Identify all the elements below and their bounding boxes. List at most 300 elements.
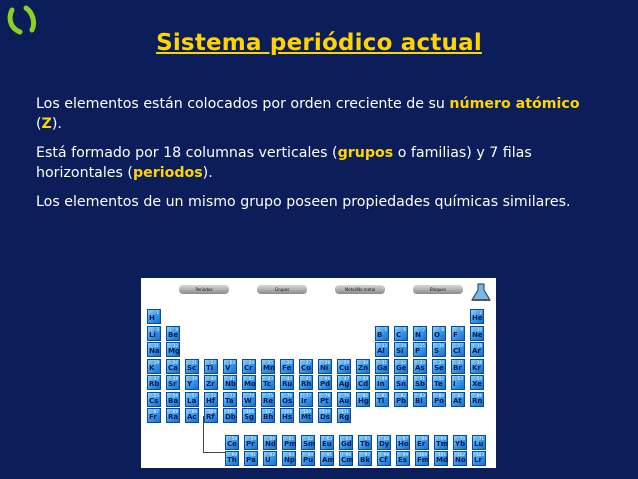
element-symbol: Li (149, 330, 156, 339)
atomic-number: 94 (307, 452, 313, 457)
element-sg[interactable] (242, 408, 256, 423)
element-zn[interactable] (356, 359, 370, 374)
element-db[interactable] (223, 408, 237, 423)
element-hf[interactable] (204, 392, 218, 407)
text: ( (36, 116, 42, 132)
atomic-number: 41 (229, 376, 235, 381)
element-symbol: In (377, 380, 385, 388)
element-symbol: Tc (263, 380, 271, 388)
element-o[interactable] (432, 326, 446, 341)
element-rf[interactable] (204, 408, 218, 423)
element-symbol: Po (434, 396, 444, 405)
element-symbol: Ne (472, 330, 483, 339)
highlight-z: Z (41, 116, 52, 132)
flask-icon (470, 282, 492, 302)
element-fm[interactable] (415, 451, 429, 466)
atomic-number: 36 (476, 359, 482, 365)
text: Los elementos están colocados por orden creciente de su (36, 96, 450, 112)
atomic-number: 27 (305, 359, 311, 365)
element-u[interactable] (263, 451, 277, 466)
element-ba[interactable] (166, 392, 180, 407)
atomic-number: 35 (457, 359, 463, 365)
text: Está formado por 18 columnas verticales ( (36, 145, 338, 161)
paragraph-3: Los elementos de un mismo grupo poseen propiedades químicas similares. (36, 194, 571, 210)
element-symbol: H (149, 314, 155, 322)
atomic-number: 100 (419, 452, 427, 457)
element-symbol: Ba (168, 396, 179, 405)
atomic-number: 85 (457, 392, 463, 398)
element-pb[interactable] (394, 392, 408, 407)
highlight-numero-atomico: número atómico (449, 96, 580, 112)
element-bh[interactable] (261, 408, 275, 423)
atomic-number: 50 (400, 376, 406, 381)
atomic-number: 13 (381, 343, 387, 348)
element-v[interactable] (223, 359, 237, 374)
element-ru[interactable] (280, 375, 294, 390)
element-symbol: Zn (358, 363, 369, 372)
element-f[interactable] (451, 326, 465, 341)
element-p[interactable] (413, 342, 427, 357)
element-symbol: Si (396, 347, 404, 355)
element-as[interactable] (413, 359, 427, 374)
atomic-number: 79 (343, 392, 349, 398)
element-symbol: Se (434, 363, 444, 372)
element-symbol: Ac (187, 413, 197, 421)
atomic-number: 1 (156, 310, 159, 315)
element-symbol: S (434, 347, 440, 355)
element-tm[interactable] (434, 435, 448, 450)
atomic-number: 11 (153, 343, 159, 348)
tab-metal-no-metal[interactable]: Metal/No metal (335, 285, 385, 294)
element-symbol: Ca (168, 363, 178, 372)
element-symbol: P (415, 347, 421, 355)
element-pr[interactable] (244, 435, 258, 450)
element-cu[interactable] (337, 359, 351, 374)
element-fe[interactable] (280, 359, 294, 374)
atomic-number: 3 (156, 326, 159, 332)
atomic-number: 73 (229, 392, 235, 398)
element-symbol: Nb (225, 380, 236, 388)
atomic-number: 38 (172, 376, 178, 381)
element-symbol: F (453, 330, 458, 339)
element-nd[interactable] (263, 435, 277, 450)
element-md[interactable] (434, 451, 448, 466)
paragraph-1 (36, 94, 602, 134)
element-cf[interactable] (377, 451, 391, 466)
atomic-number: 2 (479, 310, 482, 315)
atomic-number: 70 (459, 436, 465, 441)
element-symbol: Sr (168, 380, 177, 388)
atomic-number: 110 (322, 409, 330, 414)
element-hs[interactable] (280, 408, 294, 423)
element-pd[interactable] (318, 375, 332, 390)
element-na[interactable] (147, 342, 161, 357)
element-rg[interactable] (337, 408, 351, 423)
element-sm[interactable] (301, 435, 315, 450)
atomic-number: 69 (440, 436, 446, 441)
element-cm[interactable] (339, 451, 353, 466)
atomic-number: 49 (381, 376, 387, 381)
atomic-number: 68 (421, 436, 427, 441)
atomic-number: 4 (175, 326, 178, 332)
element-symbol: Es (398, 456, 407, 464)
element-rh[interactable] (299, 375, 313, 390)
atomic-number: 71 (478, 436, 484, 441)
atomic-number: 28 (324, 359, 330, 365)
element-pm[interactable] (282, 435, 296, 450)
element-symbol: As (415, 363, 425, 372)
element-os[interactable] (280, 392, 294, 407)
element-symbol: Lu (474, 440, 484, 448)
element-symbol: Rh (301, 380, 312, 388)
atomic-number: 91 (250, 452, 256, 457)
element-he[interactable] (470, 309, 484, 324)
element-symbol: Bh (263, 413, 274, 421)
atomic-number: 102 (457, 452, 465, 457)
element-symbol: Tb (360, 440, 370, 448)
element-symbol: Mt (301, 413, 312, 421)
element-ne[interactable] (470, 326, 484, 341)
element-bi[interactable] (413, 392, 427, 407)
element-lr[interactable] (472, 451, 486, 466)
element-symbol: Pu (303, 456, 314, 464)
element-po[interactable] (432, 392, 446, 407)
element-in[interactable] (375, 375, 389, 390)
element-symbol: Fr (149, 413, 157, 421)
element-fr[interactable] (147, 408, 161, 423)
element-symbol: B (377, 330, 383, 339)
atomic-number: 82 (400, 392, 406, 398)
atomic-number: 6 (403, 326, 406, 332)
text: o familias) y 7 filas horizontales ( (36, 145, 532, 181)
atomic-number: 20 (172, 359, 178, 365)
element-symbol: Kr (472, 363, 481, 372)
atomic-number: 58 (231, 436, 237, 441)
element-ag[interactable] (337, 375, 351, 390)
atomic-number: 84 (438, 392, 444, 398)
element-symbol: Eu (322, 440, 332, 448)
element-symbol: Tm (436, 440, 449, 448)
atomic-number: 29 (343, 359, 349, 365)
element-be[interactable] (166, 326, 180, 341)
element-symbol: C (396, 330, 402, 339)
element-lu[interactable] (472, 435, 486, 450)
element-h[interactable] (147, 309, 161, 324)
atomic-number: 54 (476, 376, 482, 381)
element-zr[interactable] (204, 375, 218, 390)
atomic-number: 63 (326, 436, 332, 441)
element-tl[interactable] (375, 392, 389, 407)
element-symbol: Y (187, 380, 193, 388)
element-symbol: Md (436, 456, 448, 464)
element-symbol: Cl (453, 347, 461, 355)
element-br[interactable] (451, 359, 465, 374)
atomic-number: 81 (381, 392, 387, 398)
element-la[interactable] (185, 392, 199, 407)
element-y[interactable] (185, 375, 199, 390)
text: ). (202, 165, 213, 181)
element-symbol: Cm (341, 456, 354, 464)
element-symbol: Rn (472, 396, 483, 405)
element-symbol: Br (453, 363, 462, 372)
element-symbol: Ta (225, 396, 234, 405)
element-rn[interactable] (470, 392, 484, 407)
element-symbol: Gd (341, 440, 352, 448)
atomic-number: 16 (438, 343, 444, 348)
element-symbol: Pt (320, 396, 329, 405)
element-symbol: Np (284, 456, 295, 464)
element-w[interactable] (242, 392, 256, 407)
atomic-number: 23 (229, 359, 235, 365)
element-er[interactable] (415, 435, 429, 450)
element-symbol: Pa (246, 456, 256, 464)
atomic-number: 66 (383, 436, 389, 441)
element-cl[interactable] (451, 342, 465, 357)
element-ti[interactable] (204, 359, 218, 374)
atomic-number: 106 (246, 409, 254, 414)
atomic-number: 57 (191, 392, 197, 398)
element-co[interactable] (299, 359, 313, 374)
element-symbol: Er (417, 440, 426, 448)
element-symbol: Mn (263, 363, 275, 372)
element-al[interactable] (375, 342, 389, 357)
element-np[interactable] (282, 451, 296, 466)
element-au[interactable] (337, 392, 351, 407)
element-symbol: Yb (455, 440, 466, 448)
atomic-number: 56 (172, 392, 178, 398)
atomic-number: 86 (476, 392, 482, 398)
element-ho[interactable] (396, 435, 410, 450)
element-symbol: Te (434, 380, 443, 388)
element-ga[interactable] (375, 359, 389, 374)
element-i[interactable] (451, 375, 465, 390)
element-ge[interactable] (394, 359, 408, 374)
element-symbol: Nd (265, 440, 276, 448)
element-symbol: Re (263, 396, 274, 405)
atomic-number: 17 (457, 343, 463, 348)
element-mt[interactable] (299, 408, 313, 423)
element-symbol: Sm (303, 440, 316, 448)
element-ac[interactable] (185, 408, 199, 423)
element-rb[interactable] (147, 375, 161, 390)
element-symbol: Ni (320, 363, 329, 372)
atomic-number: 21 (191, 359, 197, 365)
atomic-number: 76 (286, 392, 292, 398)
element-dy[interactable] (377, 435, 391, 450)
atomic-number: 61 (288, 436, 294, 441)
text: ). (51, 116, 62, 132)
element-symbol: Sc (187, 363, 197, 372)
element-symbol: Bi (415, 396, 423, 405)
atomic-number: 59 (250, 436, 256, 441)
element-symbol: Fe (282, 363, 292, 372)
element-re[interactable] (261, 392, 275, 407)
element-cr[interactable] (242, 359, 256, 374)
element-li[interactable] (147, 326, 161, 341)
atomic-number: 92 (269, 452, 275, 457)
element-tc[interactable] (261, 375, 275, 390)
element-ar[interactable] (470, 342, 484, 357)
atomic-number: 24 (248, 359, 254, 365)
element-symbol: Am (322, 456, 335, 464)
element-ir[interactable] (299, 392, 313, 407)
element-ca[interactable] (166, 359, 180, 374)
element-symbol: Hf (206, 396, 215, 405)
element-symbol: Ga (377, 363, 388, 372)
element-symbol: Cf (379, 456, 388, 464)
paragraph-2 (36, 143, 602, 183)
element-pa[interactable] (244, 451, 258, 466)
element-symbol: Th (227, 456, 237, 464)
element-symbol: Au (339, 396, 350, 405)
atomic-number: 74 (248, 392, 254, 398)
atomic-number: 90 (231, 452, 237, 457)
element-mn[interactable] (261, 359, 275, 374)
element-am[interactable] (320, 451, 334, 466)
element-symbol: Xe (472, 380, 482, 388)
element-symbol: Ce (227, 440, 237, 448)
element-symbol: Lr (474, 456, 482, 464)
element-te[interactable] (432, 375, 446, 390)
element-symbol: Al (377, 347, 385, 355)
atomic-number: 44 (286, 376, 292, 381)
element-symbol: W (244, 396, 252, 405)
element-symbol: Ti (206, 363, 214, 372)
element-xe[interactable] (470, 375, 484, 390)
tab-grupos[interactable]: Grupos (257, 285, 307, 294)
atomic-number: 55 (153, 392, 159, 398)
atomic-number: 40 (210, 376, 216, 381)
element-symbol: Mo (244, 380, 256, 388)
element-si[interactable] (394, 342, 408, 357)
element-symbol: He (472, 314, 483, 322)
atomic-number: 42 (248, 376, 254, 381)
element-tb[interactable] (358, 435, 372, 450)
atomic-number: 72 (210, 392, 216, 398)
element-symbol: Rf (206, 413, 215, 421)
element-symbol: Rb (149, 380, 160, 388)
element-symbol: V (225, 363, 231, 372)
element-eu[interactable] (320, 435, 334, 450)
element-ni[interactable] (318, 359, 332, 374)
element-es[interactable] (396, 451, 410, 466)
element-symbol: Db (225, 413, 236, 421)
element-nb[interactable] (223, 375, 237, 390)
element-symbol: Ge (396, 363, 407, 372)
element-gd[interactable] (339, 435, 353, 450)
element-symbol: Pm (284, 440, 297, 448)
element-symbol: Ru (282, 380, 293, 388)
element-k[interactable] (147, 359, 161, 374)
element-th[interactable] (225, 451, 239, 466)
element-sb[interactable] (413, 375, 427, 390)
atomic-number: 10 (476, 326, 482, 332)
atomic-number: 88 (172, 409, 178, 414)
atomic-number: 8 (441, 326, 444, 332)
atomic-number: 37 (153, 376, 159, 381)
element-symbol: K (149, 363, 155, 372)
atomic-number: 78 (324, 392, 330, 398)
element-cd[interactable] (356, 375, 370, 390)
element-yb[interactable] (453, 435, 467, 450)
element-symbol: Hs (282, 413, 293, 421)
element-symbol: Cu (339, 363, 350, 372)
element-c[interactable] (394, 326, 408, 341)
atomic-number: 51 (419, 376, 425, 381)
element-symbol: Zr (206, 380, 215, 388)
atomic-number: 65 (364, 436, 370, 441)
tab-bloques[interactable]: Bloques (413, 285, 463, 294)
element-sc[interactable] (185, 359, 199, 374)
element-pt[interactable] (318, 392, 332, 407)
element-mg[interactable] (166, 342, 180, 357)
element-se[interactable] (432, 359, 446, 374)
element-symbol: No (455, 456, 466, 464)
element-ds[interactable] (318, 408, 332, 423)
element-symbol: Ra (168, 413, 179, 421)
element-symbol: Os (282, 396, 293, 405)
atomic-number: 30 (362, 359, 368, 365)
atomic-number: 26 (286, 359, 292, 365)
tab-periodos[interactable]: Periodos (179, 285, 229, 294)
atomic-number: 7 (422, 326, 425, 332)
atomic-number: 93 (288, 452, 294, 457)
element-symbol: Sg (244, 413, 255, 421)
highlight-grupos: grupos (337, 145, 394, 161)
element-hg[interactable] (356, 392, 370, 407)
element-bk[interactable] (358, 451, 372, 466)
atomic-number: 99 (402, 452, 408, 457)
element-at[interactable] (451, 392, 465, 407)
element-no[interactable] (453, 451, 467, 466)
atomic-number: 95 (326, 452, 332, 457)
atomic-number: 15 (419, 343, 425, 348)
element-ta[interactable] (223, 392, 237, 407)
element-sr[interactable] (166, 375, 180, 390)
element-symbol: Na (149, 347, 160, 355)
element-pu[interactable] (301, 451, 315, 466)
element-mo[interactable] (242, 375, 256, 390)
element-symbol: Cd (358, 380, 369, 388)
atomic-number: 5 (384, 326, 387, 332)
atomic-number: 62 (307, 436, 313, 441)
atomic-number: 67 (402, 436, 408, 441)
atomic-number: 31 (381, 359, 387, 365)
atomic-number: 104 (208, 409, 216, 414)
element-symbol: Co (301, 363, 311, 372)
atomic-number: 47 (343, 376, 349, 381)
atomic-number: 89 (191, 409, 197, 414)
atomic-number: 64 (345, 436, 351, 441)
atomic-number: 77 (305, 392, 311, 398)
element-cs[interactable] (147, 392, 161, 407)
atomic-number: 22 (210, 359, 216, 365)
highlight-periodos: periodos (132, 165, 203, 181)
element-symbol: O (434, 330, 440, 339)
element-kr[interactable] (470, 359, 484, 374)
element-n[interactable] (413, 326, 427, 341)
element-ce[interactable] (225, 435, 239, 450)
atomic-number: 80 (362, 392, 368, 398)
element-ra[interactable] (166, 408, 180, 423)
atomic-number: 108 (284, 409, 292, 414)
atomic-number: 96 (345, 452, 351, 457)
element-b[interactable] (375, 326, 389, 341)
atomic-number: 60 (269, 436, 275, 441)
element-s[interactable] (432, 342, 446, 357)
atomic-number: 87 (153, 409, 159, 414)
element-sn[interactable] (394, 375, 408, 390)
